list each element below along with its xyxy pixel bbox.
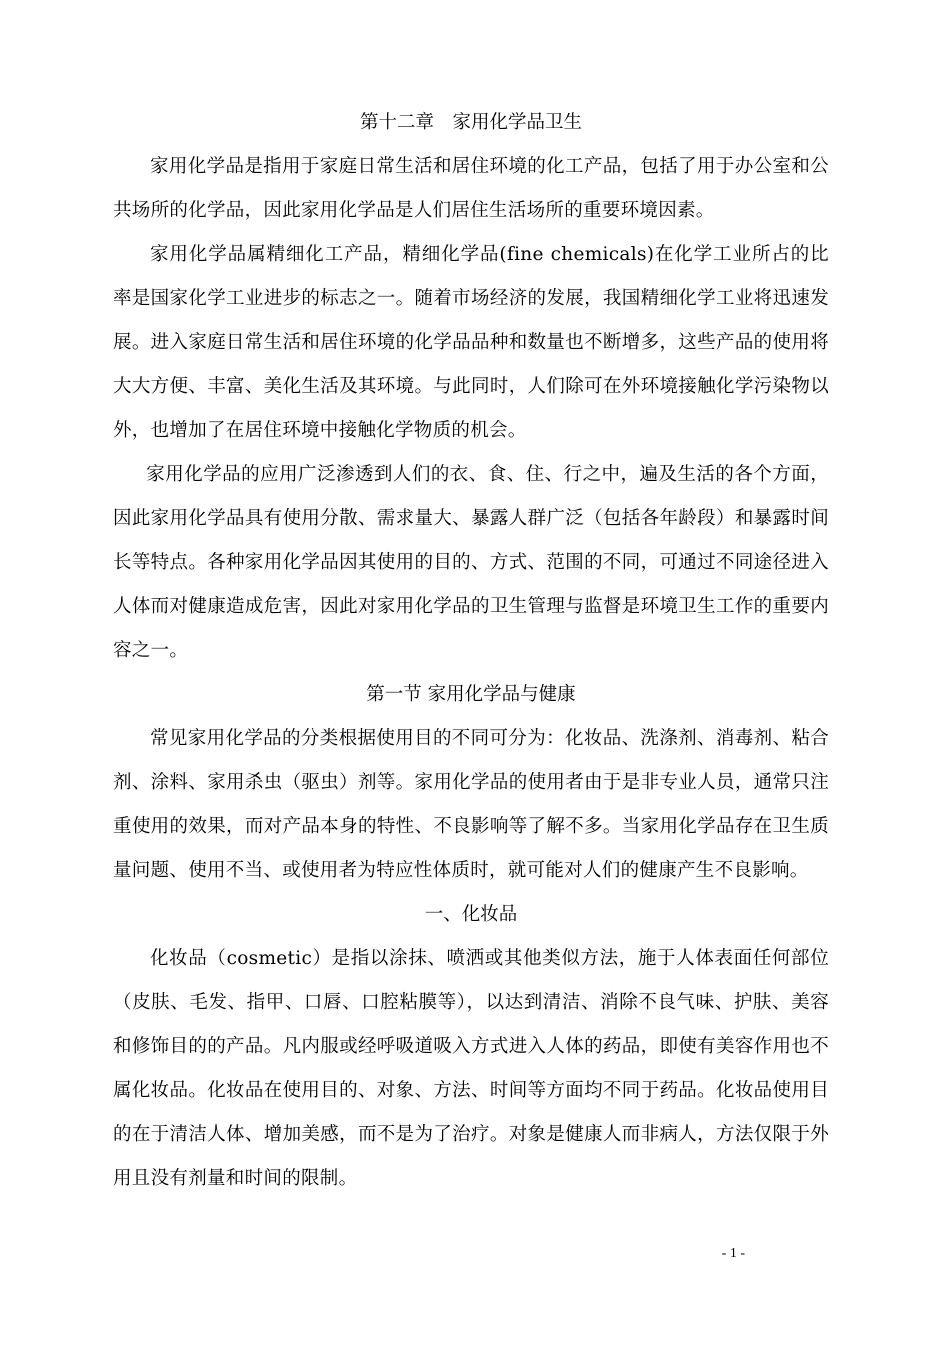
intro-paragraph-2: 家用化学品属精细化工产品，精细化学品(fine chemicals)在化学工业所占的比率是国家化学工业进步的标志之一。随着市场经济的发展，我国精细化学工业将迅速发展。进入家庭日常生活和居住环境的化学品品种和数量也不断增多，这些产品的使用将大大方便、丰富、美化生活及其环境。与此同时，人们除可在外环境接触化学污染物以外，也增加了在居住环境中接触化学物质的机会。 bbox=[113, 244, 829, 441]
intro-paragraph-3: 家用化学品的应用广泛渗透到人们的衣、食、住、行之中，遍及生活的各个方面，因此家用化学品具有使用分散、需求量大、暴露人群广泛（包括各年龄段）和暴露时间长等特点。各种家用化学品因其使用的目的、方式、范围的不同，可通过不同途径进入人体而对健康造成危害，因此对家用化学品的卫生管理与监督是环境卫生工作的重要内容之一。 bbox=[113, 464, 829, 661]
subsection-title: 一、化妆品 bbox=[424, 904, 518, 925]
section-title: 第一节 家用化学品与健康 bbox=[366, 684, 576, 705]
chapter-title: 第十二章 家用化学品卫生 bbox=[359, 112, 582, 133]
section-paragraph-1: 常见家用化学品的分类根据使用目的不同可分为：化妆品、洗涤剂、消毒剂、粘合剂、涂料、家用杀虫（驱虫）剂等。家用化学品的使用者由于是非专业人员，通常只注重使用的效果，而对产品本身的特性、不良影响等了解不多。当家用化学品存在卫生质量问题、使用不当、或使用者为特应性体质时，就可能对人们的健康产生不良影响。 bbox=[113, 728, 829, 881]
page-number: - 1 - bbox=[721, 1246, 745, 1261]
intro-paragraph-1: 家用化学品是指用于家庭日常生活和居住环境的化工产品，包括了用于办公室和公共场所的化学品，因此家用化学品是人们居住生活场所的重要环境因素。 bbox=[113, 156, 829, 221]
subsection-paragraph-1: 化妆品（cosmetic）是指以涂抹、喷洒或其他类似方法，施于人体表面任何部位（皮肤、毛发、指甲、口唇、口腔粘膜等），以达到清洁、消除不良气味、护肤、美容和修饰目的的产品。凡内服或经呼吸道吸入方式进入人体的药品，即使有美容作用也不属化妆品。化妆品在使用目的、对象、方法、时间等方面均不同于药品。化妆品使用目的在于清洁人体、增加美感，而不是为了治疗。对象是健康人而非病人，方法仅限于外用且没有剂量和时间的限制。 bbox=[113, 948, 829, 1189]
page-content bbox=[113, 101, 829, 1201]
